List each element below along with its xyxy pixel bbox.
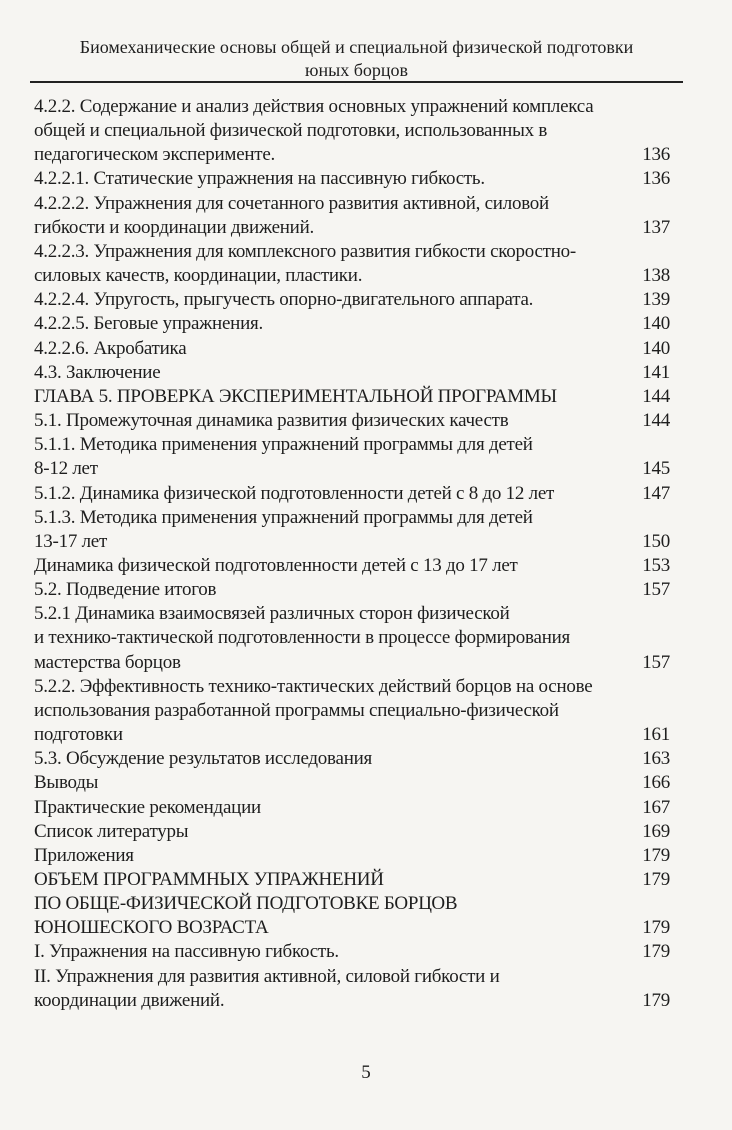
toc-entry-page: 179	[642, 941, 670, 963]
toc-entry-page: 153	[642, 554, 670, 576]
toc-entry-page: 136	[642, 168, 670, 190]
toc-entry-title: ЮНОШЕСКОГО ВОЗРАСТА	[34, 917, 269, 939]
toc-line	[34, 482, 670, 506]
toc-entry-page: 139	[642, 289, 670, 311]
toc-entry-title: силовых качеств, координации, пластики.	[34, 265, 363, 287]
toc-line	[34, 675, 670, 699]
toc-line	[34, 216, 670, 240]
toc-line	[34, 95, 670, 119]
toc-entry-title: подготовки	[34, 724, 123, 746]
toc-entry-title: II. Упражнения для развития активной, силовой гибкости и	[34, 965, 500, 987]
toc-entry-title: 5.1.1. Методика применения упражнений программы для детей	[34, 434, 533, 456]
toc-entry	[34, 240, 670, 288]
toc-line	[34, 578, 670, 602]
toc-entry	[34, 892, 670, 940]
toc-entry-title: 4.2.2. Содержание и анализ действия основных упражнений комплекса	[34, 96, 594, 117]
toc-line	[34, 361, 670, 385]
toc-entry	[34, 433, 670, 481]
toc-line	[34, 264, 670, 288]
toc-entry-title: 5.2.1 Динамика взаимосвязей различных сторон физической	[34, 603, 510, 625]
toc-entry-title: 5.1. Промежуточная динамика развития физических качеств	[34, 410, 509, 432]
toc-entry-title: ГЛАВА 5. ПРОВЕРКА ЭКСПЕРИМЕНТАЛЬНОЙ ПРОГРАММЫ	[34, 385, 557, 407]
toc-entry	[34, 312, 670, 336]
toc-entry-title: и технико-тактической подготовленности в процессе формирования	[34, 627, 571, 649]
toc-line	[34, 192, 670, 216]
toc-entry	[34, 482, 670, 506]
toc-entry-page: 140	[642, 337, 670, 359]
toc-line	[34, 916, 670, 940]
toc-entry	[34, 747, 670, 771]
toc-entry-title: 4.2.2.1. Статические упражнения на пассивную гибкость.	[34, 168, 485, 190]
toc-entry-title: 5.3. Обсуждение результатов исследования	[34, 748, 373, 770]
header-rule	[30, 81, 683, 83]
toc-entry	[34, 554, 670, 578]
table-of-contents	[34, 95, 670, 1013]
toc-line	[34, 240, 670, 264]
toc-entry	[34, 820, 670, 844]
toc-entry-page: 144	[642, 385, 670, 407]
toc-line	[34, 119, 670, 143]
toc-entry-title: использования разработанной программы специально-физической	[34, 699, 559, 721]
toc-entry-title: 5.1.2. Динамика физической подготовленности детей с 8 до 12 лет	[34, 482, 555, 504]
toc-line	[34, 143, 670, 167]
toc-entry	[34, 288, 670, 312]
toc-entry	[34, 506, 670, 554]
toc-entry	[34, 409, 670, 433]
toc-line	[34, 530, 670, 554]
toc-entry-title: 4.2.2.6. Акробатика	[34, 337, 187, 359]
toc-entry-title: педагогическом эксперименте.	[34, 144, 276, 166]
toc-entry-page: 138	[642, 265, 670, 287]
toc-entry-page: 169	[642, 820, 670, 842]
toc-line	[34, 506, 670, 530]
toc-entry-title: 4.2.2.4. Упругость, прыгучесть опорно-двигательного аппарата.	[34, 289, 534, 311]
toc-entry	[34, 192, 670, 240]
toc-entry-page: 137	[642, 216, 670, 238]
toc-entry-page: 140	[642, 313, 670, 335]
toc-entry	[34, 844, 670, 868]
toc-entry-title: мастерства борцов	[34, 651, 181, 673]
running-header-line-1: Биомеханические основы общей и специальной физической подготовки	[79, 37, 634, 57]
toc-entry	[34, 337, 670, 361]
toc-entry-page: 179	[642, 869, 670, 890]
toc-line	[34, 167, 670, 191]
toc-line	[34, 385, 670, 409]
toc-entry-page: 144	[642, 410, 670, 432]
page-number: 5	[361, 1062, 371, 1083]
toc-line	[34, 337, 670, 361]
toc-entry-title: 13-17 лет	[34, 530, 108, 552]
toc-entry-page: 150	[642, 530, 670, 552]
toc-entry-page: 136	[642, 144, 670, 166]
toc-entry-title: 4.2.2.2. Упражнения для сочетанного развития активной, силовой	[34, 192, 549, 214]
toc-entry-page: 179	[642, 844, 670, 866]
toc-entry-title: Практические рекомендации	[34, 796, 261, 818]
toc-entry-title: 5.1.3. Методика применения упражнений программы для детей	[34, 506, 533, 528]
toc-entry-title: 5.2. Подведение итогов	[34, 579, 217, 601]
toc-entry	[34, 95, 670, 167]
toc-entry-page: 147	[642, 482, 670, 504]
toc-line	[34, 940, 670, 964]
toc-entry-title: ОБЪЕМ ПРОГРАММНЫХ УПРАЖНЕНИЙ	[34, 869, 384, 890]
toc-entry-page: 141	[642, 361, 670, 383]
toc-line	[34, 626, 670, 650]
toc-line	[34, 965, 670, 989]
toc-line	[34, 312, 670, 336]
toc-entry	[34, 868, 670, 892]
toc-entry	[34, 361, 670, 385]
toc-entry-page: 157	[642, 579, 670, 601]
toc-line	[34, 409, 670, 433]
toc-entry-title: 4.2.2.5. Беговые упражнения.	[34, 313, 263, 335]
toc-entry-page: 179	[642, 989, 670, 1011]
running-header	[30, 36, 683, 82]
toc-entry	[34, 385, 670, 409]
toc-entry-title: ПО ОБЩЕ-ФИЗИЧЕСКОЙ ПОДГОТОВКЕ БОРЦОВ	[34, 893, 458, 915]
toc-entry-title: Выводы	[34, 772, 99, 794]
toc-line	[34, 554, 670, 578]
toc-line	[34, 747, 670, 771]
toc-entry-title: гибкости и координации движений.	[34, 216, 315, 238]
toc-line	[34, 699, 670, 723]
toc-entry-page: 163	[642, 748, 670, 770]
toc-entry-title: Список литературы	[34, 820, 189, 842]
toc-line	[34, 989, 670, 1013]
toc-entry	[34, 965, 670, 1013]
toc-line	[34, 844, 670, 868]
running-header-line-2: юных борцов	[305, 60, 408, 80]
toc-entry-title: Приложения	[34, 844, 134, 866]
toc-line	[34, 457, 670, 481]
toc-entry-title: 4.3. Заключение	[34, 361, 161, 383]
toc-line	[34, 602, 670, 626]
toc-entry	[34, 578, 670, 602]
toc-entry	[34, 796, 670, 820]
toc-entry-title: Динамика физической подготовленности детей с 13 до 17 лет	[34, 554, 518, 576]
toc-entry-page: 179	[642, 917, 670, 939]
toc-entry	[34, 940, 670, 964]
toc-entry-page: 166	[642, 772, 670, 794]
toc-line	[34, 651, 670, 675]
toc-entry-title: координации движений.	[34, 989, 225, 1011]
toc-entry-title: 4.2.2.3. Упражнения для комплексного развития гибкости скоростно-	[34, 240, 576, 262]
toc-line	[34, 723, 670, 747]
toc-entry	[34, 602, 670, 674]
toc-entry	[34, 675, 670, 747]
toc-line	[34, 820, 670, 844]
toc-line	[34, 288, 670, 312]
toc-entry-title: 8-12 лет	[34, 458, 98, 480]
toc-line	[34, 433, 670, 457]
toc-line	[34, 868, 670, 892]
toc-entry-page: 145	[642, 458, 670, 480]
toc-entry	[34, 167, 670, 191]
toc-entry-page: 157	[642, 651, 670, 673]
toc-line	[34, 771, 670, 795]
toc-line	[34, 796, 670, 820]
toc-line	[34, 892, 670, 916]
toc-entry-page: 161	[642, 724, 670, 746]
toc-entry-title: 5.2.2. Эффективность технико-тактических действий борцов на основе	[34, 675, 593, 697]
toc-entry-title: общей и специальной физической подготовки, использованных в	[34, 120, 548, 142]
toc-entry-page: 167	[642, 796, 670, 818]
toc-entry	[34, 771, 670, 795]
toc-entry-title: I. Упражнения на пассивную гибкость.	[34, 941, 339, 963]
